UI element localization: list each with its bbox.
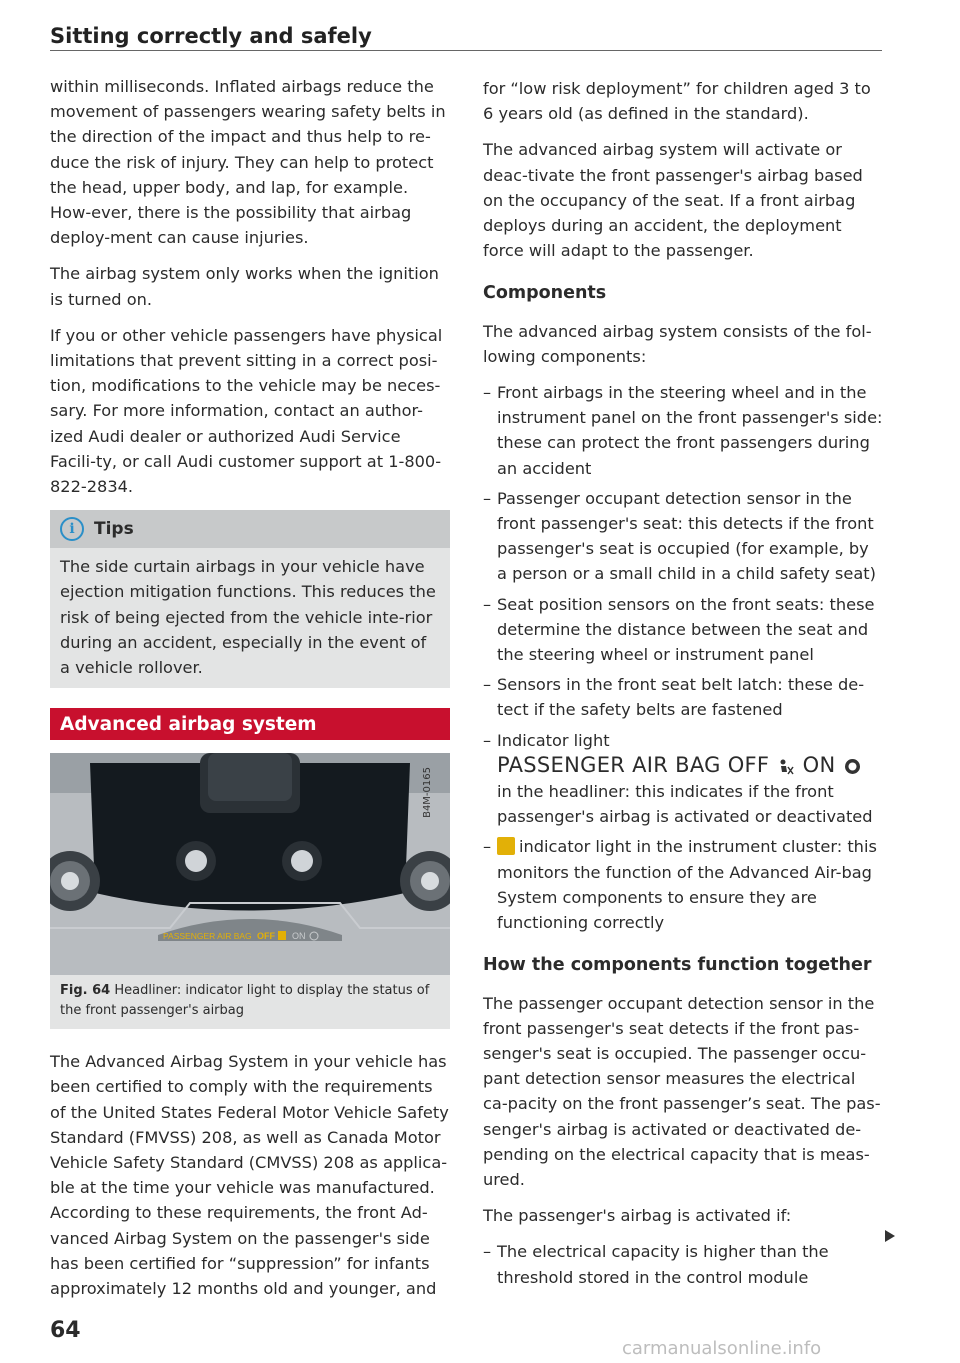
right-column (483, 76, 883, 1295)
panel-on-label: ON (292, 931, 306, 942)
tips-title: Tips (94, 518, 134, 539)
list-item: – Indicator light PASSENGER AIR BAG OFF ON in the headliner: this indicates if the front passenger's airbag is activated or deactivated (483, 730, 873, 827)
passenger-airbag-off-label: PASSENGER AIR BAG OFF (497, 752, 770, 777)
paragraph: The advanced airbag system consists of the fol-lowing components: (483, 321, 872, 366)
passenger-airbag-icon (278, 931, 286, 940)
page-number: 64 (50, 1318, 81, 1343)
info-icon: i (60, 517, 84, 541)
heading-components: Components (483, 283, 607, 304)
figure-label: Fig. 64 (60, 983, 111, 999)
watermark: carmanualsonline.info (622, 1338, 822, 1359)
figure-caption (50, 975, 450, 1029)
paragraph: The Advanced Airbag System in your vehicle has been certified to comply with the requirements of the United States Federal Motor Vehicle Safety Standard (FMVSS) 208, as well as Canada Motor Vehicle Safety Standard (CMVSS) 208 as applica-ble at the time your vehicle was manufactured. According to these requirements, the front Ad-vanced Airbag System on the passenger's side has been certified for “suppression” for infants approximately 12 months old and younger, and (50, 1052, 449, 1299)
paragraph: The passenger occupant detection sensor in the front passenger's seat detects if the front pas-senger's seat is occupied. The passenger occu-pant detection sensor measures the electrical ca-pacity on the front passenger’s seat. The pas-senger's airbag is activated or deactivated de-pending on the electrical capacity that is meas-ured. (483, 993, 881, 1189)
airbag-warning-icon (497, 837, 515, 855)
headliner-figure (50, 753, 450, 975)
list-item: – Front airbags in the steering wheel and in the instrument panel on the front passenger's side: these can protect the front passengers during an accident (483, 383, 883, 478)
continue-arrow-icon (885, 1230, 895, 1242)
paragraph: within milliseconds. Inflated airbags reduce the movement of passengers wearing safety belts in the direction of the impact and thus help to re-duce the risk of injury. They can help to protect the head, upper body, and lap, for example. How-ever, there is the possibility that airbag deploy-ment can cause injuries. (50, 77, 446, 248)
tips-box (50, 510, 450, 688)
list-item: – indicator light in the instrument cluster: this monitors the function of the Advanced Air-bag System components to ensure they are functioning correctly (483, 837, 877, 933)
list-item: – Passenger occupant detection sensor in the front passenger's seat: this detects if the front passenger's seat is occupied (for example, by a person or a small child in a child safety seat) (483, 488, 876, 584)
airbag-on-label: ON (802, 752, 836, 777)
passenger-airbag-off-icon (777, 758, 794, 775)
list-item: – The electrical capacity is higher than the threshold stored in the control module (483, 1242, 829, 1287)
paragraph: The passenger's airbag is activated if: (483, 1206, 792, 1226)
airbag-on-icon (844, 758, 861, 775)
paragraph: If you or other vehicle passengers have physical limitations that prevent sitting in a correct posi-tion, modifications to the vehicle may be neces-sary. For more information, contact an author-ized Audi dealer or authorized Audi Service Facili-ty, or call Audi customer support at 1-800-822-2834. (50, 325, 443, 497)
running-header: Sitting correctly and safely (50, 24, 372, 48)
list-item: – Seat position sensors on the front seats: these determine the distance between the seat and the steering wheel or instrument panel (483, 594, 875, 665)
section-heading: Advanced airbag system (50, 708, 450, 740)
tips-body: The side curtain airbags in your vehicle have ejection mitigation functions. This reduces the risk of being ejected from the vehicle inte-rior during an accident, especially in the event of a vehicle rollover. (60, 557, 436, 678)
heading-function: How the components function together (483, 955, 872, 976)
panel-label: PASSENGER AIR BAG (163, 931, 252, 942)
header-rule (50, 50, 882, 51)
panel-off-label: OFF (257, 931, 275, 942)
list-item: – Sensors in the front seat belt latch: these de-tect if the safety belts are fastened (483, 675, 865, 720)
caption-text: Headliner: indicator light to display the status of the front passenger's airbag (60, 983, 430, 1019)
paragraph: The advanced airbag system will activate or deac-tivate the front passenger's airbag based on the occupancy of the seat. If a front airbag deploys during an accident, the deployment force will adapt to the passenger. (483, 140, 863, 261)
left-column (50, 74, 450, 1312)
paragraph: The airbag system only works when the ignition is turned on. (50, 264, 439, 309)
headliner-illustration (50, 753, 450, 975)
figure-code: B4M-0165 (421, 767, 433, 819)
paragraph: for “low risk deployment” for children aged 3 to 6 years old (as defined in the standard). (483, 79, 871, 124)
tips-header (50, 510, 450, 548)
